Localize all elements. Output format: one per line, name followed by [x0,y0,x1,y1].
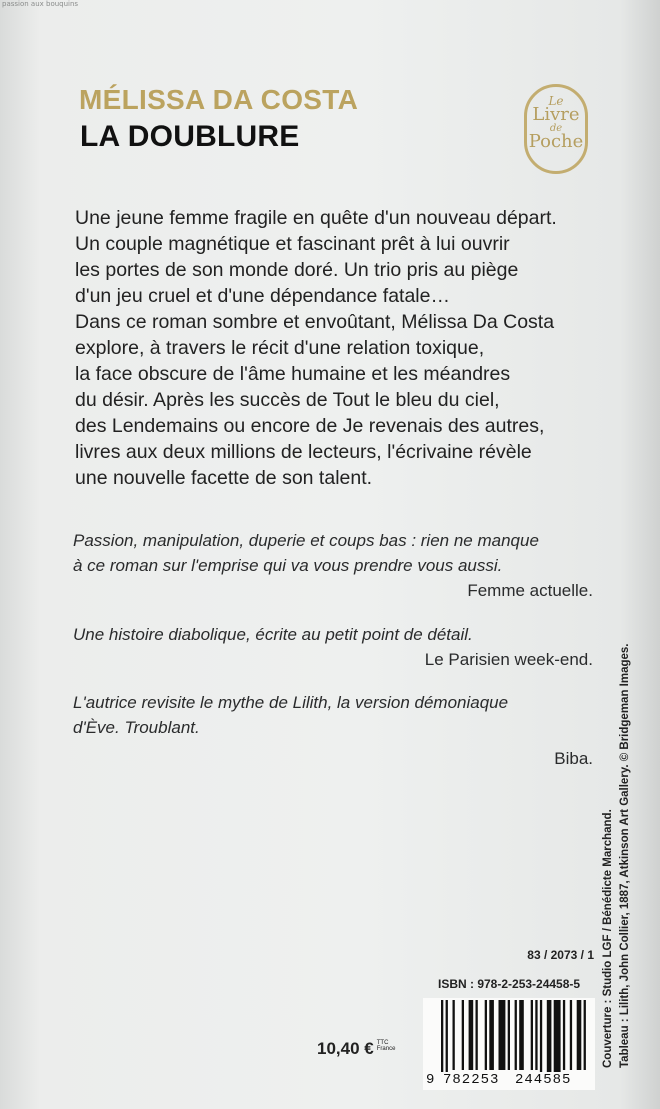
press-quote-femme-actuelle [73,528,593,603]
watermark: passion aux bouquins [2,0,79,8]
synopsis-line: des Lendemains ou encore de Je revenais des autres, [75,415,545,437]
barcode-bar [535,1000,537,1070]
barcode-group-2: 244585 [515,1072,572,1088]
logo-line-4: Poche [528,131,584,152]
reference-number: 83 / 2073 / 1 [527,948,594,962]
livre-de-poche-logo [524,84,588,174]
barcode-bar [570,1000,572,1070]
cover-credits [600,608,634,1068]
barcode [423,998,595,1090]
barcode-bar [584,1000,586,1070]
synopsis-line: Une jeune femme fragile en quête d'un nouveau départ. [75,207,557,229]
press-quote-le-parisien [73,622,593,672]
barcode-bar [446,1000,448,1072]
barcode-bar [499,1000,506,1070]
synopsis-line: livres aux deux millions de lecteurs, l'écrivaine révèle [75,441,532,463]
barcode-bar [489,1000,494,1070]
barcode-bar [476,1000,478,1070]
quote-line: d'Ève. Troublant. [73,718,200,737]
barcode-bar [563,1000,565,1070]
quote-line: Une histoire diabolique, écrite au petit point de détail. [73,625,473,644]
synopsis-line: du désir. Après les succès de Tout le bleu du ciel, [75,389,500,411]
isbn: ISBN : 978-2-253-24458-5 [438,977,581,991]
barcode-bar [540,1000,542,1072]
barcode-bar [547,1000,552,1072]
synopsis-line: d'un jeu cruel et d'une dépendance fatale… [75,285,450,307]
credits-line-1: Couverture : Studio LGF / Bénédicte Marchand. [602,809,614,1068]
barcode-bar [531,1000,533,1070]
synopsis-line: explore, à travers le récit d'une relation toxique, [75,337,485,359]
quote-source: Biba. [554,749,593,768]
synopsis-line: la face obscure de l'âme humaine et les méandres [75,363,511,385]
price [317,1039,395,1059]
quote-line: Passion, manipulation, duperie et coups bas : rien ne manque [73,531,539,550]
synopsis-line: les portes de son monde doré. Un trio pris au piège [75,259,519,281]
logo-line-1: Le [548,94,564,108]
quote-line: L'autrice revisite le mythe de Lilith, la version démoniaque [73,693,509,712]
barcode-first-digit: 9 [426,1072,436,1088]
synopsis [75,205,615,491]
barcode-bar [485,1000,487,1070]
logo-line-2: Livre [532,104,580,125]
barcode-bar [508,1000,510,1070]
book-title: LA DOUBLURE [80,120,300,153]
synopsis-line: Un couple magnétique et fascinant prêt à lui ouvrir [75,233,510,255]
barcode-bar [515,1000,517,1070]
barcode-bar [469,1000,474,1070]
barcode-bars [433,1000,588,1072]
press-quote-biba [73,690,593,771]
synopsis-line: une nouvelle facette de son talent. [75,467,373,489]
synopsis-line: Dans ce roman sombre et envoûtant, Mélissa Da Costa [75,311,555,333]
quote-source: Femme actuelle. [467,581,593,600]
barcode-group-1: 782253 [443,1072,500,1088]
barcode-bar [453,1000,455,1070]
country-label: France [376,1046,396,1052]
barcode-bar [554,1000,561,1072]
credits-line-2: Tableau : Lilith, John Collier, 1887, Atkinson Art Gallery. © Bridgeman Images. [619,643,631,1068]
logo-line-3: de [549,123,563,134]
quote-source: Le Parisien week-end. [424,650,593,669]
barcode-bar [519,1000,524,1070]
ttc-label: TTC [376,1040,389,1046]
price-amount: 10,40 € [317,1039,374,1058]
barcode-bar [462,1000,464,1070]
author-name: MÉLISSA DA COSTA [79,84,359,115]
barcode-bar [577,1000,582,1070]
price-ttc [377,1040,396,1052]
barcode-bar [441,1000,443,1072]
quote-line: à ce roman sur l'emprise qui va vous prendre vous aussi. [73,556,503,575]
